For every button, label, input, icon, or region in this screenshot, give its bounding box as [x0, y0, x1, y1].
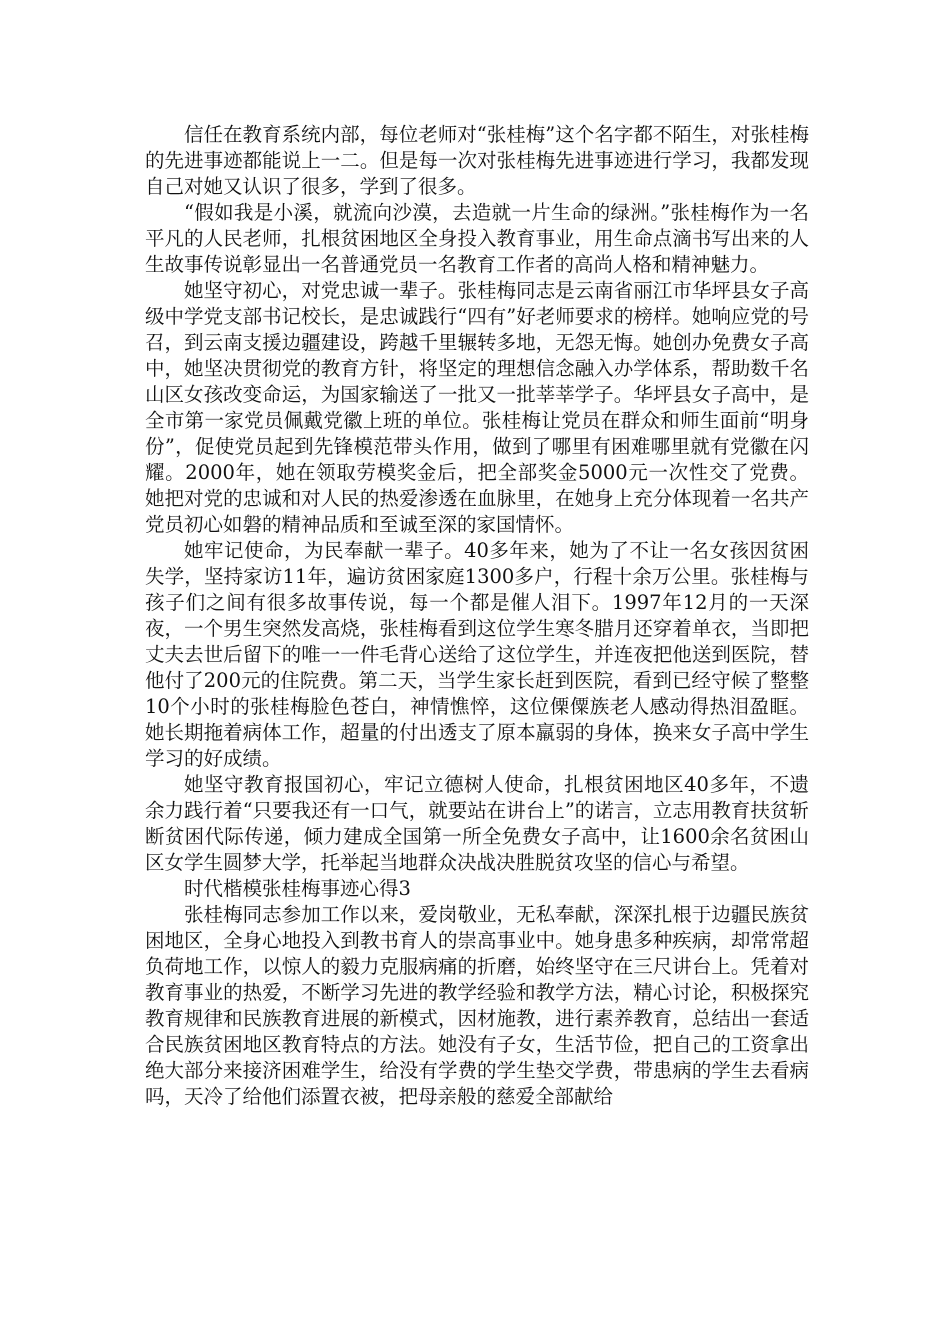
paragraph-dedication: 张桂梅同志参加工作以来，爱岗敬业，无私奉献，深深扎根于边疆民族贫困地区，全身心地投入到教书育人的崇高事业中。她身患多种疾病，却常常超负荷地工作，以惊人的毅力克服病痛的折磨，始终坚守在三尺讲台上。凭着对教育事业的热爱，不断学习先进的教学经验和教学方法，精心讨论，积极探究教育规律和民族教育进展的新模式，因材施教，进行素养教育，总结出一套适合民族贫困地区教育特点的方法。她没有子女，生活节俭，把自己的工资拿出绝大部分来接济困难学生，给没有学费的学生垫交学费，带患病的学生去看病吗，天冷了给他们添置衣被，把母亲般的慈爱全部献给 — [145, 903, 809, 1108]
document-body — [145, 122, 809, 1110]
paragraph-intro: 信任在教育系统内部，每位老师对“张桂梅”这个名字都不陌生，对张桂梅的先进事迹都能说上一二。但是每一次对张桂梅先进事迹进行学习，我都发现自己对她又认识了很多，学到了很多。 — [145, 123, 809, 198]
paragraph-education: 她坚守教育报国初心，牢记立德树人使命，扎根贫困地区40多年，不遗余力践行着“只要我还有一口气，就要站在讲台上”的诺言，立志用教育扶贫斩断贫困代际传递，倾力建成全国第一所全免费女子高中，让1600余名贫困山区女学生圆梦大学，托举起当地群众决战决胜脱贫攻坚的信心与希望。 — [145, 773, 809, 874]
section-heading: 时代楷模张桂梅事迹心得3 — [184, 877, 411, 900]
paragraph-mission: 她牢记使命，为民奉献一辈子。40多年来，她为了不让一名女孩因贫困失学，坚持家访11年，遍访贫困家庭1300多户，行程十余万公里。张桂梅与孩子们之间有很多故事传说，每一个都是催人泪下。1997年12月的一天深夜，一个男生突然发高烧，张桂梅看到这位学生寒冬腊月还穿着单衣，当即把丈夫去世后留下的唯一一件毛背心送给了这位学生，并连夜把他送到医院，替他付了200元的住院费。第二天，当学生家长赶到医院，看到已经守候了整整10个小时的张桂梅脸色苍白，神情憔悴，这位傈僳族老人感动得热泪盈眶。她长期拖着病体工作，超量的付出透支了原本羸弱的身体，换来女子高中学生学习的好成绩。 — [145, 539, 809, 770]
paragraph-quote: “假如我是小溪，就流向沙漠，去造就一片生命的绿洲。”张桂梅作为一名平凡的人民老师，扎根贫困地区全身投入教育事业，用生命点滴书写出来的人生故事传说彰显出一名普通党员一名教育工作者的高尚人格和精神魅力。 — [145, 201, 809, 276]
paragraph-loyalty: 她坚守初心，对党忠诚一辈子。张桂梅同志是云南省丽江市华坪县女子高级中学党支部书记校长，是忠诚践行“四有”好老师要求的榜样。她响应党的号召，到云南支援边疆建设，跨越千里辗转多地，无怨无悔。她创办免费女子高中，她坚决贯彻党的教育方针，将坚定的理想信念融入办学体系，帮助数千名山区女孩改变命运，为国家输送了一批又一批莘莘学子。华坪县女子高中，是全市第一家党员佩戴党徽上班的单位。张桂梅让党员在群众和师生面前“明身份”，促使党员起到先锋模范带头作用，做到了哪里有困难哪里就有党徽在闪耀。2000年，她在领取劳模奖金后，把全部奖金5000元一次性交了党费。她把对党的忠诚和对人民的热爱渗透在血脉里，在她身上充分体现着一名共产党员初心如磐的精神品质和至诚至深的家国情怀。 — [145, 279, 809, 536]
